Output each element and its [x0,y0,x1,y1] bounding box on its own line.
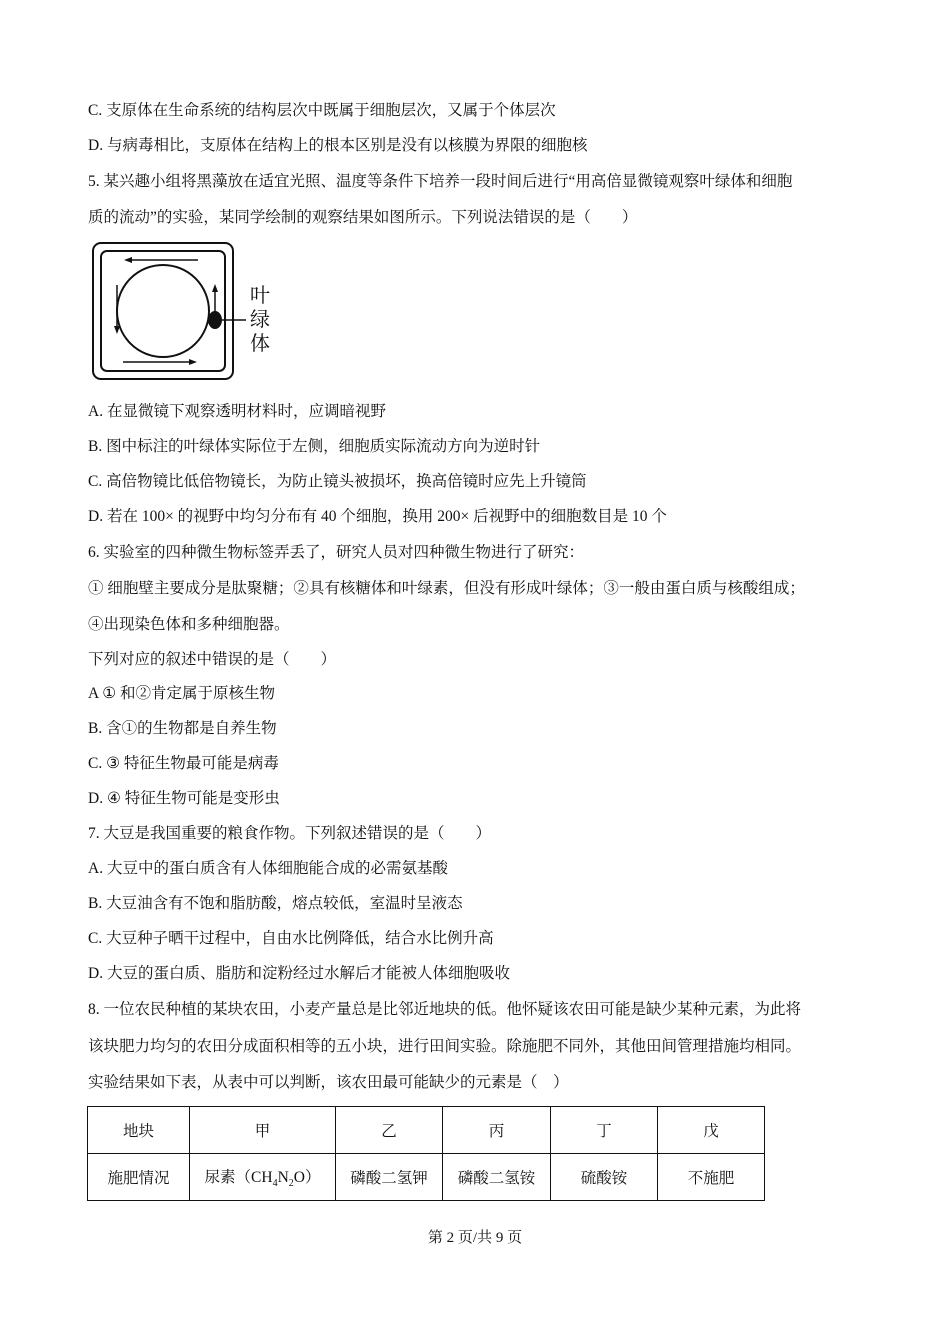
table-row [88,1154,765,1201]
table-cell: 甲 [190,1107,336,1154]
fertilizer-table [87,1106,765,1201]
arrowhead-up [212,284,218,292]
option-text: C. 高倍物镜比低倍物镜长，为防止镜头被损坏，换高倍镜时应先上升镜筒 [88,473,587,490]
option-text: B. 图中标注的叶绿体实际位于左侧，细胞质实际流动方向为逆时针 [88,438,541,455]
table-cell-urea [190,1154,336,1201]
table-cell: 戊 [658,1107,765,1154]
question-stem: 该块肥力均匀的农田分成面积相等的五小块，进行田间实验。除施肥不同外，其他田间管理措施均相同。 [88,1038,802,1055]
table-cell: 乙 [336,1107,443,1154]
option-text: D. 大豆的蛋白质、脂肪和淀粉经过水解后才能被人体细胞吸收 [88,965,510,982]
option-text: A. 大豆中的蛋白质含有人体细胞能合成的必需氨基酸 [88,860,448,877]
cell-wall-inner [101,251,225,371]
table-row [88,1107,765,1154]
figure-label-char: 绿 [250,307,270,331]
urea-text: 尿素（CH [204,1168,273,1186]
table-cell: 不施肥 [658,1154,765,1201]
question-stem: ① 细胞壁主要成分是肽聚糖；②具有核糖体和叶绿素，但没有形成叶绿体；③一般由蛋白质与核酸组成； [88,580,805,597]
table-cell: 地块 [88,1107,190,1154]
table-cell: 磷酸二氢铵 [443,1154,551,1201]
option-text: C. ③ 特征生物最可能是病毒 [88,755,279,772]
question-stem: 下列对应的叙述中错误的是（ ） [88,651,337,668]
chloroplast-figure [88,240,288,382]
option-text: B. 大豆油含有不饱和脂肪酸，熔点较低，室温时呈液态 [88,895,463,912]
question-stem: ④出现染色体和多种细胞器。 [88,616,290,633]
table-cell: 硫酸铵 [551,1154,658,1201]
urea-subscript: 4 [272,1178,278,1190]
option-text: D. ④ 特征生物可能是变形虫 [88,790,280,807]
urea-text: O） [293,1168,321,1186]
option-text: A ① 和②肯定属于原核生物 [88,685,275,702]
urea-subscript: 2 [288,1178,294,1190]
figure-label-char: 叶 [250,283,270,307]
page-footer: 第 2 页/共 9 页 [427,1230,523,1246]
table-cell: 施肥情况 [88,1154,190,1201]
arrowhead-left [124,257,132,263]
question-stem: 6. 实验室的四种微生物标签弄丢了，研究人员对四种微生物进行了研究： [88,544,585,561]
option-text: A. 在显微镜下观察透明材料时，应调暗视野 [88,403,386,420]
arrowhead-right [189,359,197,365]
question-stem: 实验结果如下表，从表中可以判断，该农田最可能缺少的元素是（ ） [88,1074,569,1091]
question-stem: 5. 某兴趣小组将黑藻放在适宜光照、温度等条件下培养一段时间后进行“用高倍显微镜观察叶绿体和细胞 [88,173,793,190]
vacuole-circle [117,265,209,357]
arrowhead-down [114,326,120,334]
figure-label-char: 体 [250,331,270,355]
option-text: C. 支原体在生命系统的结构层次中既属于细胞层次，又属于个体层次 [88,102,556,119]
question-stem: 质的流动”的实验，某同学绘制的观察结果如图所示。下列说法错误的是（ ） [88,209,638,226]
question-stem: 8. 一位农民种植的某块农田，小麦产量总是比邻近地块的低。他怀疑该农田可能是缺少某种元素，为此将 [88,1001,802,1018]
option-text: D. 与病毒相比，支原体在结构上的根本区别是没有以核膜为界限的细胞核 [88,137,588,154]
question-stem: 7. 大豆是我国重要的粮食作物。下列叙述错误的是（ ） [88,825,492,842]
table-cell: 磷酸二氢钾 [336,1154,443,1201]
option-text: D. 若在 100× 的视野中均匀分布有 40 个细胞，换用 200× 后视野中的细胞数目是 10 个 [88,508,667,525]
urea-text: N [277,1168,289,1186]
table-cell: 丙 [443,1107,551,1154]
table-cell: 丁 [551,1107,658,1154]
option-text: C. 大豆种子晒干过程中，自由水比例降低，结合水比例升高 [88,930,494,947]
option-text: B. 含①的生物都是自养生物 [88,720,277,737]
chloroplast-dot [208,311,222,329]
cell-wall-outer [93,243,233,379]
